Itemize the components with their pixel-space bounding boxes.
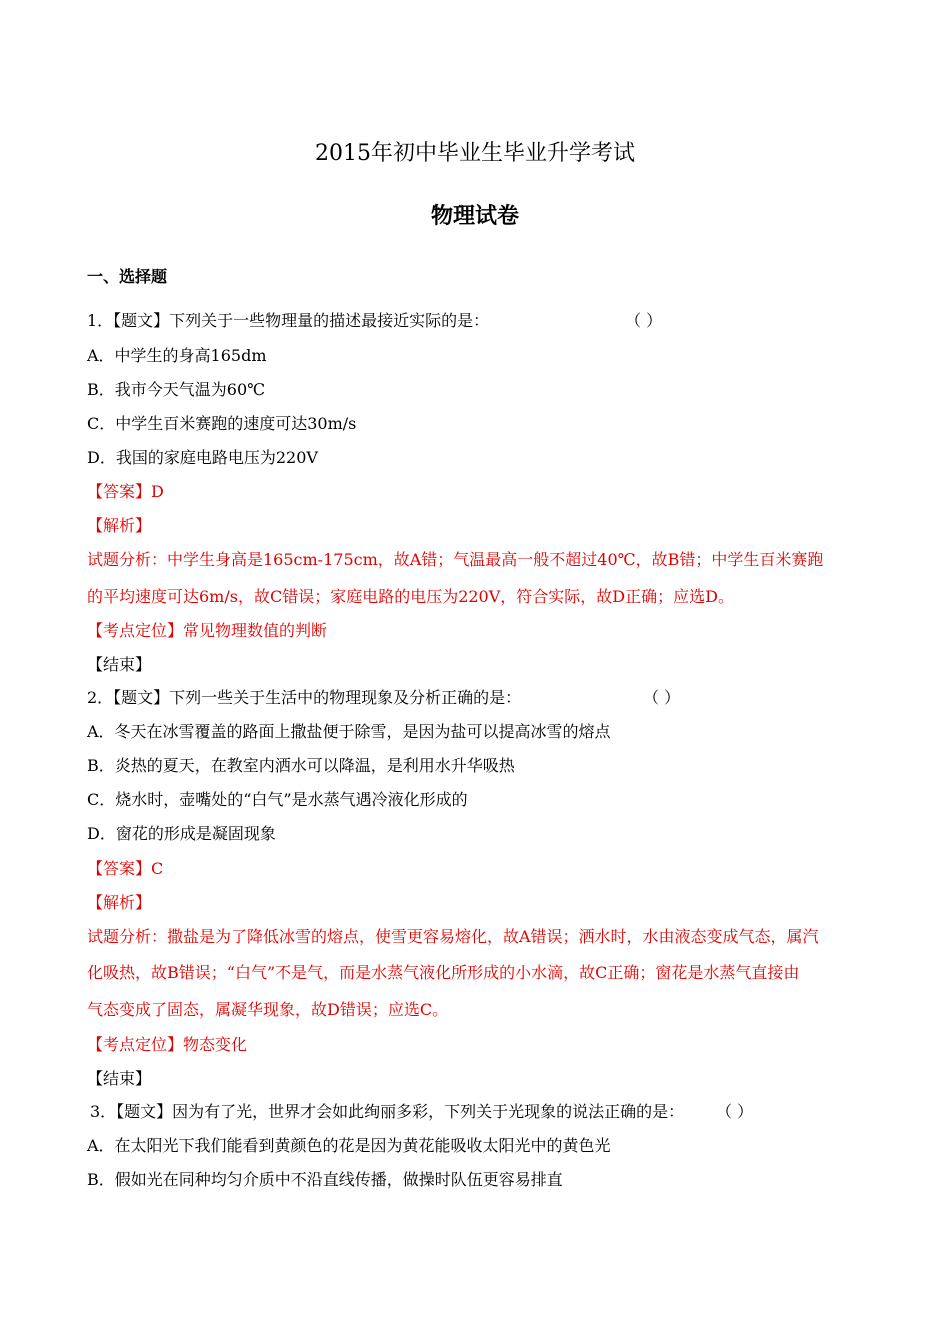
- question-1-analysis-line-1: 试题分析：中学生身高是165cm-175cm，故A错；气温最高一般不超过40℃，故B错；中学生百米赛跑: [87, 550, 824, 569]
- exam-title: 2015年初中毕业生毕业升学考试: [315, 141, 635, 166]
- question-2-analysis-line-3: 气态变成了固态，属凝华现象，故D错误；应选C。: [87, 1000, 449, 1019]
- question-2-option-b: B．炎热的夏天，在教室内洒水可以降温，是利用水升华吸热: [87, 756, 515, 775]
- question-2-analysis-line-2: 化吸热，故B错误；“白气”不是气，而是水蒸气液化所形成的小水滴，故C正确；窗花是水蒸气直接由: [87, 963, 800, 982]
- question-2-point: 【考点定位】物态变化: [87, 1035, 248, 1054]
- question-2-paren: （ ）: [643, 688, 681, 707]
- question-1-paren: （ ）: [625, 311, 663, 330]
- question-2-option-c: C．烧水时，壶嘴处的“白气”是水蒸气遇冷液化形成的: [87, 790, 468, 809]
- question-2-end: 【结束】: [87, 1069, 152, 1088]
- question-1-answer: 【答案】D: [87, 482, 164, 501]
- question-1-end: 【结束】: [87, 655, 152, 674]
- question-2-option-d: D．窗花的形成是凝固现象: [87, 824, 276, 843]
- question-2-analysis-label: 【解析】: [87, 893, 152, 912]
- question-2-answer: 【答案】C: [87, 859, 164, 878]
- question-1-point: 【考点定位】常见物理数值的判断: [87, 621, 328, 640]
- question-1-analysis-line-2: 的平均速度可达6m/s，故C错误；家庭电路的电压为220V，符合实际，故D正确；应选D。: [87, 587, 734, 606]
- question-1-stem: 1．【题文】下列关于一些物理量的描述最接近实际的是：: [87, 311, 490, 330]
- section-heading: 一、选择题: [87, 267, 168, 286]
- question-1-option-b: B．我市今天气温为60℃: [87, 380, 266, 399]
- question-1-option-a: A．中学生的身高165dm: [87, 346, 267, 365]
- question-1-option-c: C．中学生百米赛跑的速度可达30m/s: [87, 414, 357, 433]
- question-3-option-a: A．在太阳光下我们能看到黄颜色的花是因为黄花能吸收太阳光中的黄色光: [87, 1136, 611, 1155]
- question-1-analysis-label: 【解析】: [87, 516, 152, 535]
- question-2-stem: 2．【题文】下列一些关于生活中的物理现象及分析正确的是：: [87, 688, 522, 707]
- exam-subtitle: 物理试卷: [430, 203, 519, 229]
- question-3-stem: 3．【题文】因为有了光，世界才会如此绚丽多彩，下列关于光现象的说法正确的是：: [90, 1102, 685, 1121]
- question-3-paren: （ ）: [716, 1102, 754, 1121]
- question-2-option-a: A．冬天在冰雪覆盖的路面上撒盐便于除雪，是因为盐可以提高冰雪的熔点: [87, 722, 611, 741]
- question-3-option-b: B．假如光在同种均匀介质中不沿直线传播，做操时队伍更容易排直: [87, 1170, 563, 1189]
- question-1-option-d: D．我国的家庭电路电压为220V: [87, 448, 318, 467]
- question-2-analysis-line-1: 试题分析：撒盐是为了降低冰雪的熔点，使雪更容易熔化，故A错误；洒水时，水由液态变成气态，属汽: [87, 927, 819, 946]
